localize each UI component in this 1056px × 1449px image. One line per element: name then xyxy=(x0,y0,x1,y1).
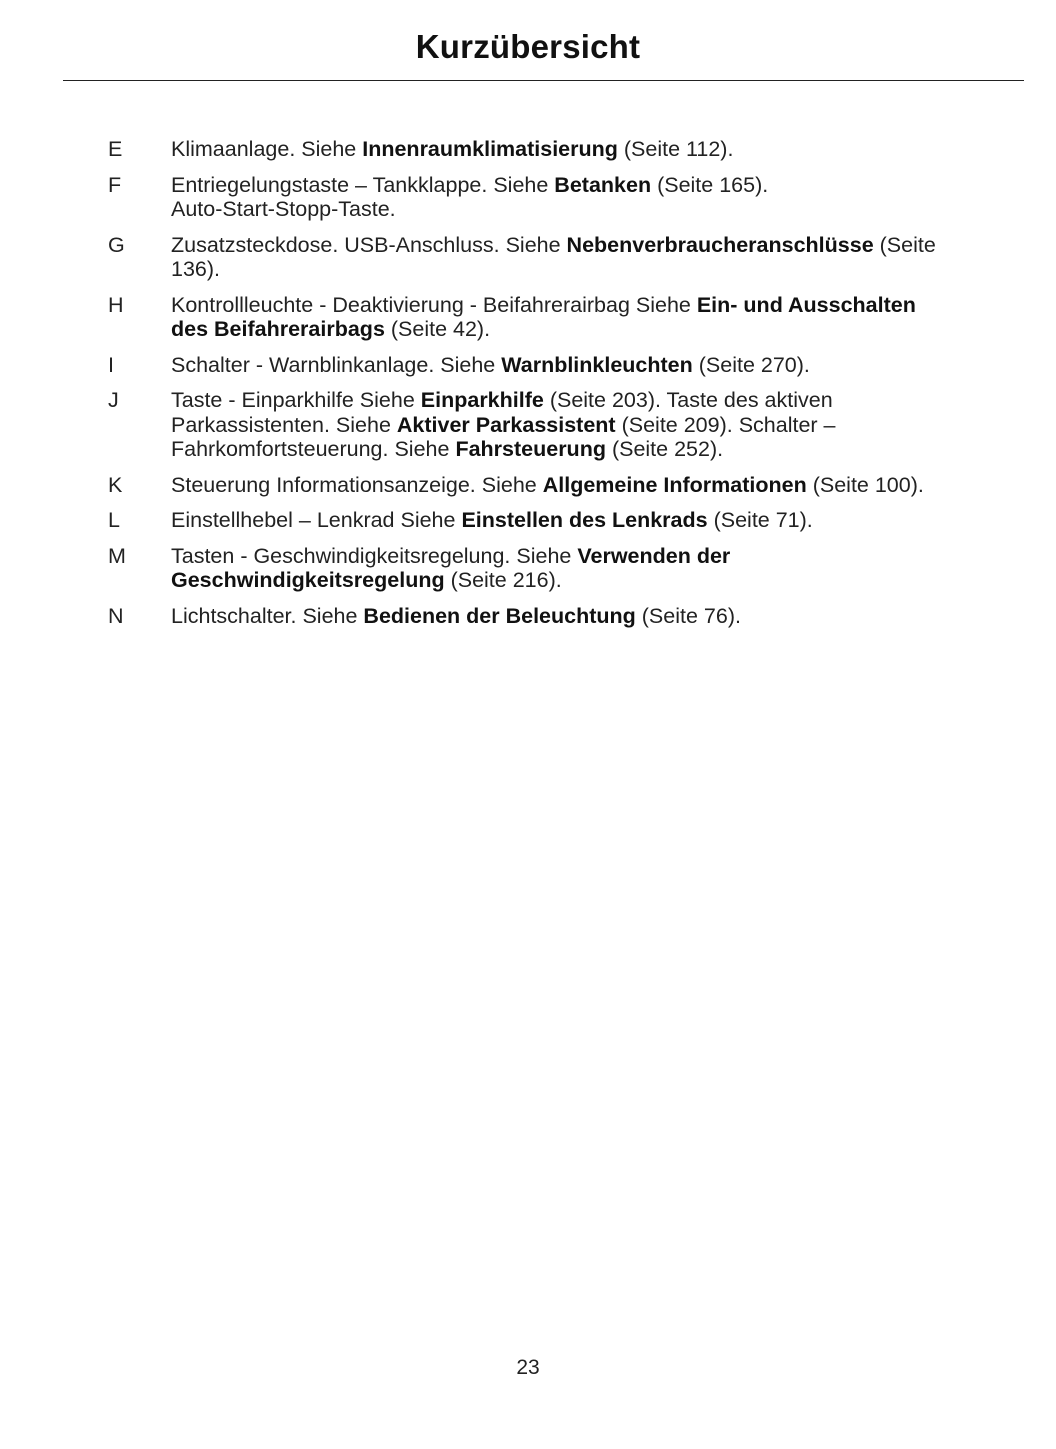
legend-key: G xyxy=(108,232,125,257)
cross-reference-title: Einstellen des Lenkrads xyxy=(461,508,708,532)
description-text: Taste - Einparkhilfe Siehe xyxy=(171,388,421,412)
legend-entry-j xyxy=(0,388,1056,462)
cross-reference-title: Allgemeine Informationen xyxy=(542,472,807,497)
cross-reference-title: des Beifahrerairbags xyxy=(171,317,385,341)
description-line xyxy=(171,293,1016,318)
description-line xyxy=(171,353,1016,378)
description-text: Parkassistenten. Siehe xyxy=(171,412,397,437)
legend-description xyxy=(171,473,1016,498)
legend-entry-e xyxy=(0,137,1056,162)
description-text: Entriegelungstaste – Tankklappe. Siehe xyxy=(171,172,555,197)
cross-reference-title: Ein- und Ausschalten xyxy=(696,292,916,317)
description-text: (Seite 42). xyxy=(384,317,491,341)
cross-reference-title: Fahrsteuerung xyxy=(455,437,606,461)
description-text: Kontrollleuchte - Deaktivierung - Beifahrerairbag Siehe xyxy=(171,292,697,317)
page-number: 23 xyxy=(516,1356,540,1379)
cross-reference-title: Bedienen der Beleuchtung xyxy=(363,603,636,628)
description-line xyxy=(171,437,1016,462)
title-divider xyxy=(63,80,1024,81)
cross-reference-title: Einparkhilfe xyxy=(420,388,544,412)
description-text: Schalter - Warnblinkanlage. Siehe xyxy=(171,352,502,377)
description-text: Fahrkomfortsteuerung. Siehe xyxy=(171,437,456,461)
description-line xyxy=(171,508,1016,533)
legend-entry-k xyxy=(0,473,1056,498)
legend-key: L xyxy=(108,508,120,532)
legend-entry-f xyxy=(0,173,1056,222)
cross-reference-title: Innenraumklimatisierung xyxy=(362,137,618,161)
description-text: 136). xyxy=(171,257,221,281)
legend-entry-l xyxy=(0,508,1056,533)
description-line xyxy=(171,388,1016,413)
description-text: (Seite 76). xyxy=(635,603,741,628)
description-text: (Seite 209). Schalter – xyxy=(615,412,836,437)
description-text: Zusatzsteckdose. USB-Anschluss. Siehe xyxy=(171,232,567,257)
description-text: Auto-Start-Stopp-Taste. xyxy=(171,197,396,221)
description-line xyxy=(171,568,1016,593)
legend-key: M xyxy=(108,543,126,568)
legend-description xyxy=(171,508,1016,533)
legend-description xyxy=(171,233,1016,282)
cross-reference-title: Warnblinkleuchten xyxy=(501,352,693,377)
legend-list xyxy=(0,137,1056,639)
description-text: (Seite 216). xyxy=(444,568,562,592)
legend-key: F xyxy=(108,172,122,197)
description-text: (Seite 252). xyxy=(605,437,724,461)
legend-key: N xyxy=(108,603,124,628)
description-text: Einstellhebel – Lenkrad Siehe xyxy=(171,508,462,532)
legend-entry-m xyxy=(0,544,1056,593)
cross-reference-title: Geschwindigkeitsregelung xyxy=(171,568,445,592)
legend-description xyxy=(171,544,1016,593)
description-text: (Seite 270). xyxy=(692,352,810,377)
description-text: Lichtschalter. Siehe xyxy=(171,603,364,628)
description-text: (Seite 203). Taste des aktiven xyxy=(543,388,833,412)
description-line xyxy=(171,413,1016,438)
description-line xyxy=(171,173,1016,198)
description-text: Klimaanlage. Siehe xyxy=(171,137,363,161)
legend-key: E xyxy=(108,137,123,161)
legend-description xyxy=(171,293,1016,342)
legend-key: K xyxy=(108,472,123,497)
description-text: (Seite xyxy=(873,232,936,257)
legend-key: J xyxy=(108,388,119,412)
cross-reference-title: Aktiver Parkassistent xyxy=(396,412,616,437)
legend-description xyxy=(171,137,1016,162)
legend-entry-g xyxy=(0,233,1056,282)
description-line xyxy=(171,197,1016,222)
page-title: Kurzübersicht xyxy=(415,28,641,65)
description-line xyxy=(171,317,1016,342)
legend-description xyxy=(171,604,1016,629)
legend-description xyxy=(171,353,1016,378)
description-line xyxy=(171,604,1016,629)
description-text: (Seite 71). xyxy=(707,508,813,532)
legend-entry-n xyxy=(0,604,1056,629)
cross-reference-title: Verwenden der xyxy=(577,543,731,568)
description-text: (Seite 165). xyxy=(651,172,769,197)
cross-reference-title: Betanken xyxy=(554,172,652,197)
cross-reference-title: Nebenverbraucheranschlüsse xyxy=(566,232,874,257)
description-line xyxy=(171,257,1016,282)
legend-key: H xyxy=(108,292,124,317)
description-line xyxy=(171,233,1016,258)
description-text: (Seite 112). xyxy=(617,137,734,161)
legend-description xyxy=(171,173,1016,222)
description-line xyxy=(171,473,1016,498)
legend-key: I xyxy=(108,352,114,377)
legend-entry-i xyxy=(0,353,1056,378)
legend-description xyxy=(171,388,1016,462)
description-text: Tasten - Geschwindigkeitsregelung. Siehe xyxy=(171,543,578,568)
description-text: (Seite 100). xyxy=(806,472,924,497)
description-line xyxy=(171,544,1016,569)
legend-entry-h xyxy=(0,293,1056,342)
description-text: Steuerung Informationsanzeige. Siehe xyxy=(171,472,543,497)
description-line xyxy=(171,137,1016,162)
